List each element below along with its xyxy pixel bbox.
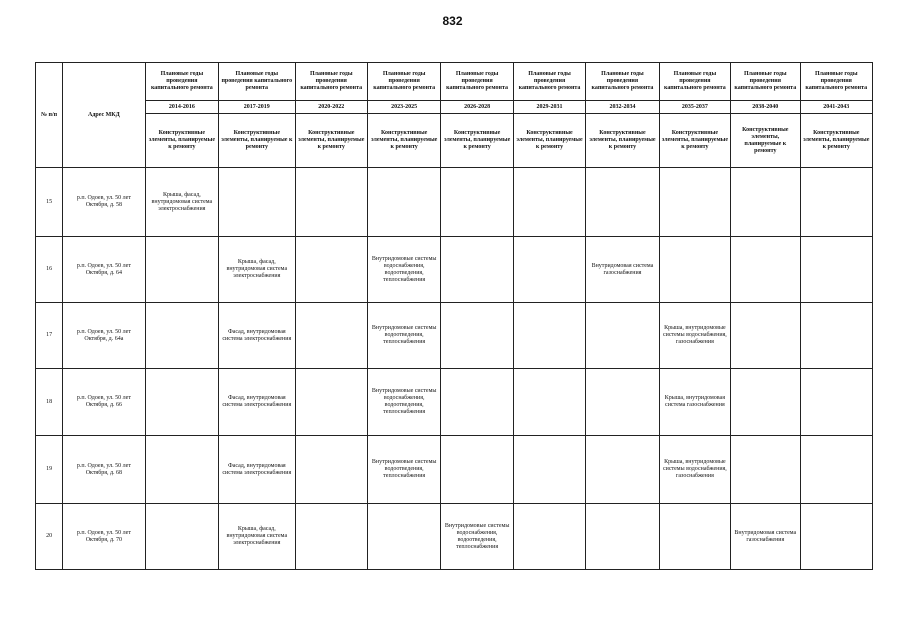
repair-cell xyxy=(731,168,800,237)
repair-cell xyxy=(145,504,218,570)
header-period: 2017-2019 xyxy=(219,101,295,114)
header-period: 2020-2022 xyxy=(295,101,367,114)
repair-cell xyxy=(800,168,873,237)
repair-cell: Крыша, внутридомовая система газоснабжения xyxy=(659,369,730,436)
row-address: р.п. Одоев, ул. 50 лет Октября, д. 58 xyxy=(63,168,145,237)
repair-cell xyxy=(586,303,659,369)
repair-cell: Внутридомовые системы водоснабжения, водоотведения, теплоснабжения xyxy=(441,504,513,570)
table-row xyxy=(36,504,873,570)
repair-cell xyxy=(145,303,218,369)
header-elements: Конструктивные элементы, планируемые к ремонту xyxy=(367,114,440,168)
repair-cell xyxy=(367,504,440,570)
repair-cell: Крыша, внутридомовые системы водоснабжения, газоснабжения xyxy=(659,303,730,369)
repair-cell xyxy=(586,369,659,436)
row-number: 16 xyxy=(36,237,63,303)
repair-cell xyxy=(295,303,367,369)
repair-cell: Внутридомовые системы водоснабжения, водоотведения, теплоснабжения xyxy=(367,369,440,436)
repair-cell xyxy=(513,436,585,504)
repair-cell xyxy=(800,237,873,303)
row-number: 19 xyxy=(36,436,63,504)
row-number: 15 xyxy=(36,168,63,237)
header-elements: Конструктивные элементы, планируемые к ремонту xyxy=(659,114,730,168)
header-period: 2032-2034 xyxy=(586,101,659,114)
page-number: 832 xyxy=(442,14,463,28)
table-row xyxy=(36,436,873,504)
repair-cell xyxy=(219,168,295,237)
header-planned: Плановые годы проведения капитального ремонта xyxy=(800,63,873,101)
repair-cell xyxy=(659,504,730,570)
table-row xyxy=(36,168,873,237)
repair-cell xyxy=(145,436,218,504)
header-row-years xyxy=(36,101,873,114)
repair-cell xyxy=(295,237,367,303)
repair-cell xyxy=(586,436,659,504)
repair-cell xyxy=(731,436,800,504)
row-address: р.п. Одоев, ул. 50 лет Октября, д. 68 xyxy=(63,436,145,504)
header-planned: Плановые годы проведения капитального ремонта xyxy=(659,63,730,101)
repair-cell: Внутридомовая система газоснабжения xyxy=(731,504,800,570)
repair-cell xyxy=(800,436,873,504)
header-period: 2038-2040 xyxy=(731,101,800,114)
header-elements: Конструктивные элементы, планируемые к ремонту xyxy=(731,114,800,168)
repair-cell xyxy=(295,436,367,504)
repair-cell xyxy=(731,237,800,303)
header-planned: Плановые годы проведения капитального ремонта xyxy=(219,63,295,101)
repair-cell xyxy=(145,369,218,436)
repair-cell xyxy=(800,504,873,570)
table-body xyxy=(36,168,873,570)
repair-cell: Внутридомовые системы водоотведения, теплоснабжения xyxy=(367,436,440,504)
repair-cell xyxy=(441,168,513,237)
repair-cell xyxy=(731,369,800,436)
header-period: 2023-2025 xyxy=(367,101,440,114)
header-num: № п/п xyxy=(36,63,63,168)
repair-cell xyxy=(659,168,730,237)
repair-cell xyxy=(513,168,585,237)
header-elements: Конструктивные элементы, планируемые к ремонту xyxy=(800,114,873,168)
header-elements: Конструктивные элементы, планируемые к ремонту xyxy=(145,114,218,168)
header-elements: Конструктивные элементы, планируемые к ремонту xyxy=(513,114,585,168)
row-address: р.п. Одоев, ул. 50 лет Октября, д. 64а xyxy=(63,303,145,369)
repair-cell xyxy=(367,168,440,237)
repair-cell: Крыша, фасад, внутридомовая система электроснабжения xyxy=(219,237,295,303)
repair-cell: Крыша, фасад, внутридомовая система электроснабжения xyxy=(219,504,295,570)
repair-cell xyxy=(513,504,585,570)
repair-cell xyxy=(441,303,513,369)
header-address: Адрес МКД xyxy=(63,63,145,168)
repair-cell xyxy=(586,504,659,570)
repair-cell: Внутридомовая система газоснабжения xyxy=(586,237,659,303)
table-row xyxy=(36,369,873,436)
table-row xyxy=(36,237,873,303)
header-planned: Плановые годы проведения капитального ремонта xyxy=(145,63,218,101)
header-elements: Конструктивные элементы, планируемые к ремонту xyxy=(219,114,295,168)
repair-cell: Крыша, внутридомовые системы водоснабжения, газоснабжения xyxy=(659,436,730,504)
repair-cell xyxy=(731,303,800,369)
table-row xyxy=(36,303,873,369)
row-address: р.п. Одоев, ул. 50 лет Октября, д. 70 xyxy=(63,504,145,570)
header-period: 2041-2043 xyxy=(800,101,873,114)
header-period: 2035-2037 xyxy=(659,101,730,114)
repair-cell xyxy=(513,237,585,303)
header-period: 2014-2016 xyxy=(145,101,218,114)
header-period: 2029-2031 xyxy=(513,101,585,114)
repair-cell: Внутридомовые системы водоснабжения, водоотведения, теплоснабжения xyxy=(367,237,440,303)
repair-cell: Внутридомовые системы водоотведения, теплоснабжения xyxy=(367,303,440,369)
header-elements: Конструктивные элементы, планируемые к ремонту xyxy=(586,114,659,168)
repair-cell xyxy=(295,504,367,570)
header-elements: Конструктивные элементы, планируемые к ремонту xyxy=(295,114,367,168)
header-row-elements xyxy=(36,114,873,168)
header-planned: Плановые годы проведения капитального ремонта xyxy=(731,63,800,101)
row-number: 20 xyxy=(36,504,63,570)
repair-cell xyxy=(800,303,873,369)
repair-cell: Крыша, фасад, внутридомовая система электроснабжения xyxy=(145,168,218,237)
repair-cell xyxy=(586,168,659,237)
row-address: р.п. Одоев, ул. 50 лет Октября, д. 64 xyxy=(63,237,145,303)
repair-cell xyxy=(513,303,585,369)
repair-cell: Фасад, внутридомовая система электроснабжения xyxy=(219,303,295,369)
repair-cell xyxy=(145,237,218,303)
repair-cell: Фасад, внутридомовая система электроснабжения xyxy=(219,436,295,504)
repair-schedule-table xyxy=(35,62,873,570)
repair-cell: Фасад, внутридомовая система электроснабжения xyxy=(219,369,295,436)
repair-cell xyxy=(659,237,730,303)
header-planned: Плановые годы проведения капитального ремонта xyxy=(295,63,367,101)
header-row-planned xyxy=(36,63,873,101)
header-period: 2026-2028 xyxy=(441,101,513,114)
repair-cell xyxy=(441,237,513,303)
repair-cell xyxy=(295,369,367,436)
header-planned: Плановые годы проведения капитального ремонта xyxy=(441,63,513,101)
repair-cell xyxy=(513,369,585,436)
row-number: 17 xyxy=(36,303,63,369)
header-planned: Плановые годы проведения капитального ремонта xyxy=(513,63,585,101)
repair-cell xyxy=(441,436,513,504)
repair-cell xyxy=(800,369,873,436)
header-planned: Плановые годы проведения капитального ремонта xyxy=(367,63,440,101)
row-address: р.п. Одоев, ул. 50 лет Октября, д. 66 xyxy=(63,369,145,436)
header-elements: Конструктивные элементы, планируемые к ремонту xyxy=(441,114,513,168)
header-planned: Плановые годы проведения капитального ремонта xyxy=(586,63,659,101)
repair-cell xyxy=(295,168,367,237)
row-number: 18 xyxy=(36,369,63,436)
repair-cell xyxy=(441,369,513,436)
